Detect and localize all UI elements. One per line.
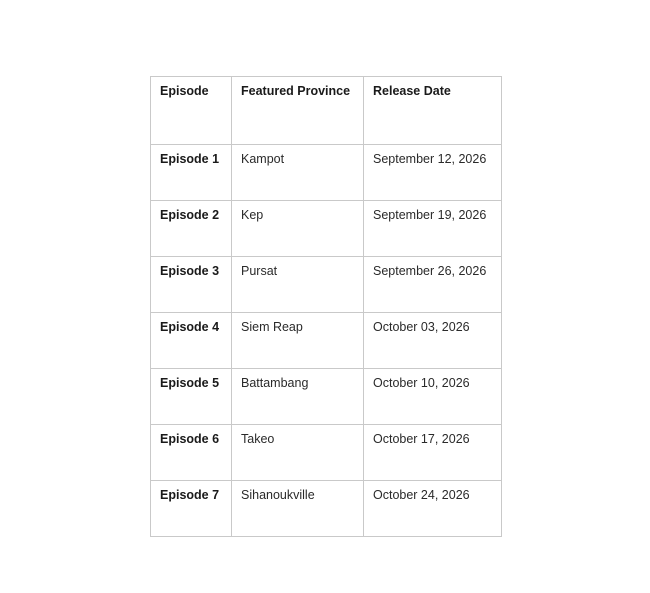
release-date-cell: September 12, 2026 — [364, 145, 502, 201]
table-row — [151, 145, 502, 201]
episode-cell: Episode 1 — [151, 145, 232, 201]
episode-schedule-table — [150, 76, 502, 537]
province-cell: Kep — [232, 201, 364, 257]
release-date-cell: September 26, 2026 — [364, 257, 502, 313]
table-row — [151, 313, 502, 369]
episode-cell: Episode 4 — [151, 313, 232, 369]
episode-cell: Episode 5 — [151, 369, 232, 425]
release-date-cell: October 17, 2026 — [364, 425, 502, 481]
release-date-cell: September 19, 2026 — [364, 201, 502, 257]
province-cell: Kampot — [232, 145, 364, 201]
table-row — [151, 257, 502, 313]
province-cell: Siem Reap — [232, 313, 364, 369]
header-row — [151, 77, 502, 145]
episode-cell: Episode 7 — [151, 481, 232, 537]
episode-cell: Episode 3 — [151, 257, 232, 313]
province-cell: Pursat — [232, 257, 364, 313]
header-episode: Episode — [151, 77, 232, 145]
province-cell: Battambang — [232, 369, 364, 425]
province-cell: Sihanoukville — [232, 481, 364, 537]
table-row — [151, 201, 502, 257]
header-release-date: Release Date — [364, 77, 502, 145]
table-row — [151, 481, 502, 537]
header-featured-province: Featured Province — [232, 77, 364, 145]
table-row — [151, 425, 502, 481]
release-date-cell: October 10, 2026 — [364, 369, 502, 425]
episode-cell: Episode 2 — [151, 201, 232, 257]
table-body — [151, 145, 502, 537]
province-cell: Takeo — [232, 425, 364, 481]
table-header — [151, 77, 502, 145]
release-date-cell: October 03, 2026 — [364, 313, 502, 369]
release-date-cell: October 24, 2026 — [364, 481, 502, 537]
episode-cell: Episode 6 — [151, 425, 232, 481]
table-row — [151, 369, 502, 425]
